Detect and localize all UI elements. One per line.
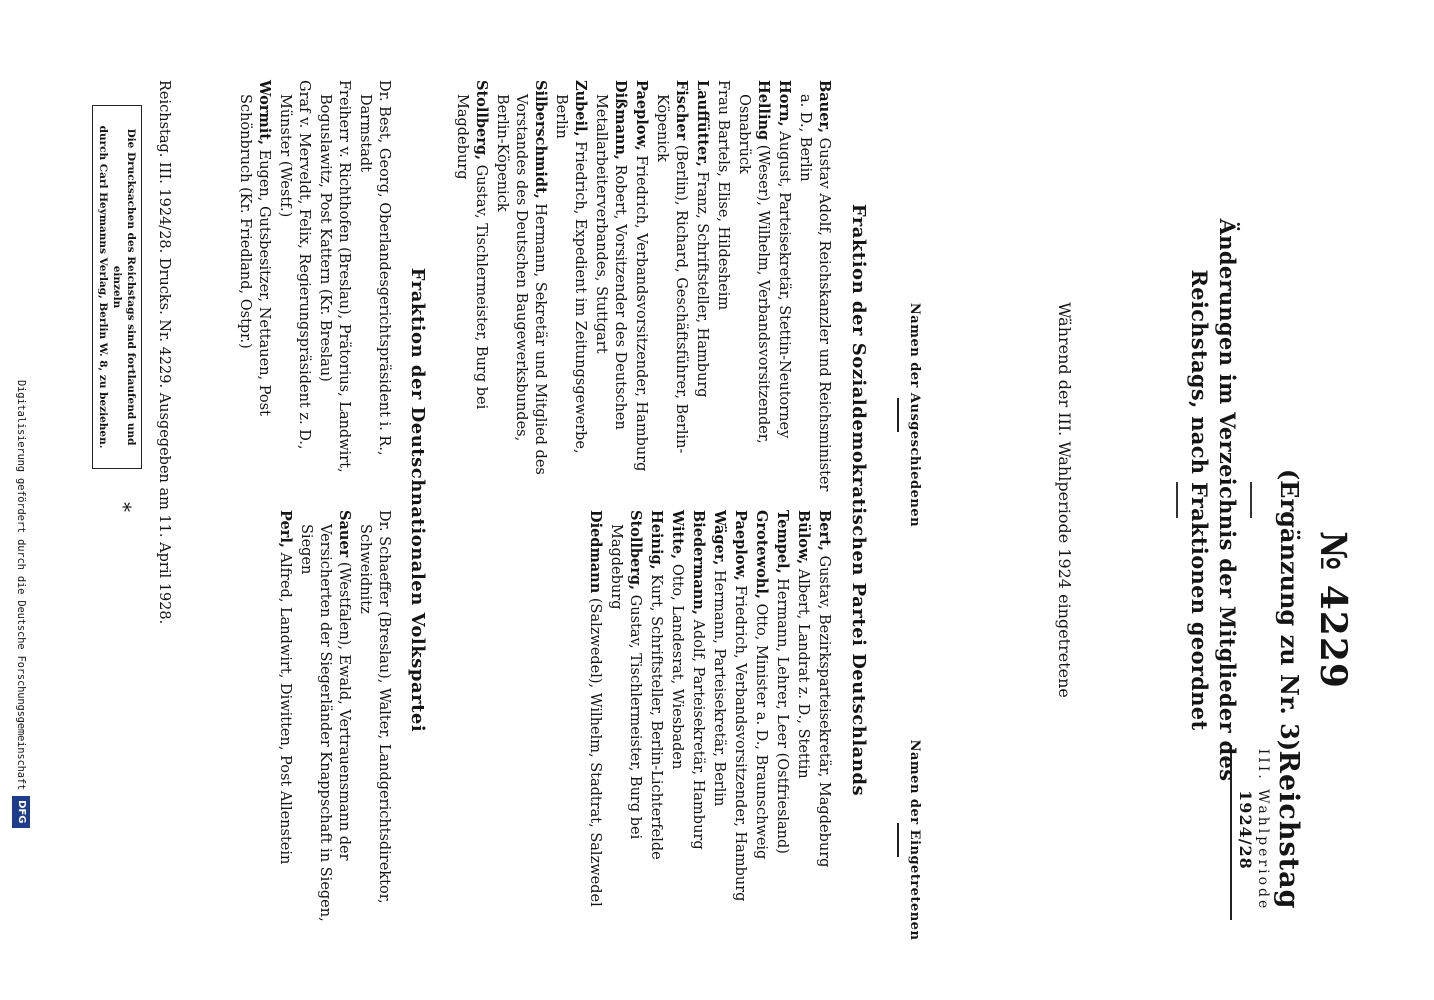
dnvp-right-column	[274, 510, 394, 925]
list-item: Zubeil, Friedrich, Expedient im Zeitungsgewerbe, Berlin	[553, 80, 589, 454]
list-item: Freiherr v. Richthofen (Breslau), Prätorius, Landwirt, Boguslawitz, Post Kattern (Kr. Breslau)	[317, 80, 352, 473]
column-header-left-rule	[898, 398, 900, 432]
list-item: Stollberg, Gustav, Tischlermeister, Burg bei Magdeburg	[608, 510, 644, 840]
list-item: Paeplow, Friedrich, Verbandsvorsitzender, Hamburg	[633, 80, 650, 472]
list-item: Wormit, Eugen, Gutsbesitzer, Nettauen, Post Schönbruch (Kr. Friedland, Ostpr.)	[237, 80, 273, 416]
list-item: Diedmann (Salzwedel), Wilhelm, Stadtrat, Salzwedel	[587, 510, 604, 907]
list-item: Graf v. Merveldt, Felix, Regierungspräsident z. D., Münster (Westf.)	[277, 80, 312, 450]
list-item: Witte, Otto, Landesrat, Wiesbaden	[669, 510, 686, 770]
list-item: Bert, Gustav, Bezirksparteisekretär, Magdeburg	[816, 510, 833, 868]
list-item: Grotewohl, Otto, Minister a. D., Braunschweig	[753, 510, 770, 860]
list-item: Bauer, Gustav Adolf, Reichskanzler und Reichsminister a. D., Berlin	[797, 80, 833, 492]
list-item: Silberschmidt, Hermann, Sekretär und Mitglied des Vorstandes des Deutschen Baugewerksbundes, Berlin-Köpenick	[494, 80, 549, 475]
list-item: Dr. Best, Georg, Oberlandesgerichtspräsident i. R., Darmstadt	[357, 80, 392, 456]
list-item: Helling (Weser), Wilhelm, Verbandsvorsitzender, Osnabrück	[736, 80, 772, 444]
list-item: Heinig, Kurt, Schriftsteller, Berlin-Lichterfelde	[648, 510, 665, 860]
list-item: Stollberg, Gustav, Tischlermeister, Burg bei Magdeburg	[454, 80, 490, 410]
dfg-logo-text: DFG	[16, 800, 27, 824]
short-rule-title	[1176, 482, 1178, 518]
years-label: 1924/28	[1236, 790, 1255, 870]
list-item: Lauffütter, Franz, Schriftsteller, Hamburg	[694, 80, 711, 398]
column-header-right	[898, 720, 923, 960]
dfg-logo-icon	[12, 796, 30, 827]
column-header-right-rule	[898, 823, 900, 857]
list-item: Wäger, Hermann, Parteisekretär, Berlin	[711, 510, 728, 807]
list-item: Fischer (Berlin), Richard, Geschäftsführer, Berlin-Köpenick	[654, 80, 690, 454]
dfg-footer	[8, 380, 34, 980]
document-title: Änderungen im Verzeichnis der Mitglieder des Reichstags, nach Fraktionen geordnet	[1187, 218, 1240, 782]
list-item: Frau Bartels, Elise, Hildesheim	[715, 80, 731, 311]
imprint-line: Reichstag. III. 1924/28. Drucks. Nr. 4229. Ausgegeben am 11. April 1928.	[156, 80, 172, 625]
reichstag-label: Reichstag	[1273, 750, 1304, 910]
column-header-left	[898, 300, 923, 530]
distribution-notice-line2: durch Carl Heymanns Verlag, Berlin W. 8, zu beziehen.	[97, 125, 109, 449]
list-item: Biedermann, Adolf, Parteisekretär, Hamburg	[690, 510, 707, 850]
document-number: № 4229	[1312, 531, 1354, 689]
list-item: Perl, Alfred, Landwirt, Diwitten, Post Allenstein	[277, 510, 294, 865]
column-header-left-label: Namen der Ausgeschiedenen	[907, 302, 922, 528]
supplement-label: (Ergänzung zu Nr. 3)	[1275, 468, 1304, 752]
faction-heading-spd: Fraktion der Sozialdemokratischen Partei Deutschlands	[848, 203, 869, 797]
spd-right-column	[584, 510, 834, 925]
asterisk-mark: *	[112, 502, 136, 512]
column-header-right-label: Namen der Eingetretenen	[907, 739, 922, 941]
intro-line: Während der III. Wahlperiode 1924 eingetretene	[1055, 302, 1074, 698]
distribution-notice-box	[92, 105, 142, 469]
list-item: Paeplow, Friedrich, Verbandsvorsitzender, Hamburg	[732, 510, 749, 902]
list-item: Horn, August, Parteisekretär, Stettin-Neutorney	[776, 80, 793, 439]
list-item: Dr. Schaeffer (Breslau), Walter, Landgerichtsdirektor, Schweidnitz	[357, 510, 392, 904]
faction-heading-dnvp: Fraktion der Deutschnationalen Volkspartei	[407, 267, 428, 733]
list-item: Dißmann, Robert, Vorsitzender des Deutschen Metallarbeiterverbandes, Stuttgart	[593, 80, 629, 430]
list-item: Tempel, Hermann, Lehrer, Leer (Ostfriesland)	[774, 510, 791, 854]
list-item: Sauer (Westfalen), Ewald, Vertrauensmann der Versicherten der Siegerländer Knappschaft in Siegen, Siegen	[298, 510, 353, 922]
dnvp-left-column	[234, 80, 394, 492]
wahlperiode-label: III. Wahlperiode	[1255, 748, 1271, 912]
dfg-note-text: Digitalisierung gefördert durch die Deutsche Forschungsgemeinschaft	[15, 380, 27, 791]
distribution-notice-line1: Die Drucksachen des Reichstags sind fortlaufend und einzeln	[111, 128, 137, 446]
short-rule-top	[1250, 482, 1252, 518]
list-item: Bülow, Albert, Landrat z. D., Stettin	[795, 510, 812, 779]
spd-left-column	[451, 80, 834, 492]
